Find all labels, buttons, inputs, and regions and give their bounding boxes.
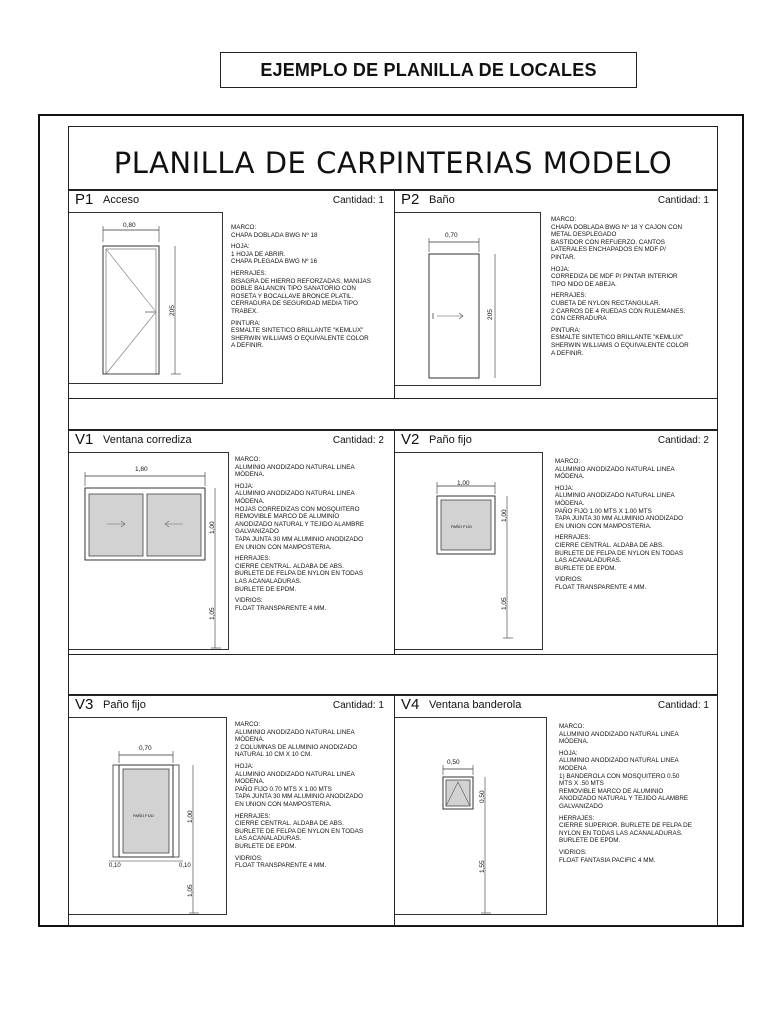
sheet-inner-frame xyxy=(68,126,718,926)
item-code: V3 xyxy=(75,696,94,713)
item-quantity: Cantidad: 2 xyxy=(332,435,384,446)
page-header: EJEMPLO DE PLANILLA DE LOCALES xyxy=(220,52,637,88)
aluminium-column xyxy=(173,765,179,857)
spec-text xyxy=(235,721,363,874)
height-dimension: 205 xyxy=(487,309,494,320)
spec-herrajes: HERRAJES: CIERRE CENTRAL. ALDABA DE ABS. BURLETE DE FELPA DE NYLON EN TODAS LAS ACANALADURAS. BURLETE DE EPDM. xyxy=(235,812,364,850)
spec-hoja: HOJA: ALUMINIO ANODIZADO NATURAL LINEA MÓDENA. PAÑO FIJO 1.00 MTS X 1.00 MTS TAPA JUNTA 30 MM ALUMINIO ANODIZADO EN UNION CON MAMPOSTERIA. xyxy=(555,484,684,530)
item-header xyxy=(69,430,394,452)
item-code: V2 xyxy=(401,431,420,448)
column-left-dimension: 0,10 xyxy=(109,863,121,869)
sill-dimension: 1,05 xyxy=(187,884,194,897)
carpentry-sheet xyxy=(38,114,744,927)
item-name: Paño fijo xyxy=(429,434,472,446)
spec-marco: MARCO: ALUMINIO ANODIZADO NATURAL LINEA MÓDENA. xyxy=(235,456,355,479)
item-name: Acceso xyxy=(103,194,140,206)
door-leaf xyxy=(106,249,156,374)
sheet-title: PLANILLA DE CARPINTERIAS MODELO xyxy=(113,146,673,180)
item-header xyxy=(395,430,719,452)
item-name: Ventana banderola xyxy=(429,699,522,711)
row-divider xyxy=(69,398,717,399)
spec-vidrios: VIDRIOS: FLOAT TRANSPARENTE 4 MM. xyxy=(235,597,327,612)
door-frame xyxy=(103,246,159,374)
sill-dimension: 1,55 xyxy=(479,860,486,873)
spec-text xyxy=(551,216,689,361)
spec-herrajes: HERRAJES: CIERRE SUPERIOR. BURLETE DE FELPA DE NYLON EN TODAS LAS ACANALADURAS. BURLETE DE EPDM. xyxy=(559,814,692,845)
spec-hoja: HOJA: ALUMINIO ANODIZADO NATURAL LINEA MÓDENA. HOJAS CORREDIZAS CON MOSQUITERO REMOVIBLE MARCO DE ALUMINIO ANODIZADO NATURAL Y TEJIDO ALAMBRE GALVANIZADO TAPA JUNTA 30 MM ALUMINIO ANODIZADO EN UNION CON MAMPOSTERIA. xyxy=(235,482,365,551)
spec-vidrios: VIDRIOS: FLOAT TRANSPARENTE 4 MM. xyxy=(235,854,327,870)
item-quantity: Cantidad: 1 xyxy=(657,195,709,206)
spec-text xyxy=(555,458,683,596)
height-dimension: 0,50 xyxy=(479,790,486,803)
height-dimension: 205 xyxy=(169,305,176,316)
item-header xyxy=(69,695,394,717)
item-v2 xyxy=(395,430,719,654)
item-code: V1 xyxy=(75,431,94,448)
width-dimension: 0,50 xyxy=(447,759,460,766)
spec-text xyxy=(235,456,364,616)
item-header xyxy=(69,190,394,212)
window-drawing xyxy=(395,717,547,915)
item-quantity: Cantidad: 1 xyxy=(332,195,384,206)
glass-label: PAÑO FIJO xyxy=(133,813,154,818)
item-code: V4 xyxy=(401,696,420,713)
item-header xyxy=(395,695,719,717)
width-dimension: 1,80 xyxy=(135,466,148,473)
item-name: Paño fijo xyxy=(103,699,146,711)
spec-text xyxy=(231,224,371,354)
item-p1 xyxy=(69,190,394,398)
spec-pintura: PINTURA: ESMALTE SINTETICO BRILLANTE "KEMLUX" SHERWIN WILLIAMS O EQUIVALENTE COLOR A DEFINIR. xyxy=(231,319,369,350)
spec-hoja: HOJA: CORREDIZA DE MDF P/ PINTAR INTERIOR TIPO NIDO DE ABEJA. xyxy=(551,265,678,288)
spec-pintura: PINTURA: ESMALTE SINTETICO BRILLANTE "KEMLUX" SHERWIN WILLIAMS O EQUIVALENTE COLOR A DEFINIR. xyxy=(551,326,689,357)
window-drawing xyxy=(69,452,229,650)
width-dimension: 0,70 xyxy=(445,232,458,239)
spec-marco: MARCO: CHAPA DOBLADA BWG Nº 18 xyxy=(231,224,318,239)
spec-marco: MARCO: ALUMINIO ANODIZADO NATURAL LINEA MÓDENA. 2 COLUMNAS DE ALUMINIO ANODIZADO NATURAL 10 CM X 10 CM. xyxy=(235,721,358,759)
item-name: Baño xyxy=(429,194,455,206)
door-drawing xyxy=(69,212,223,384)
spec-hoja: HOJA: 1 HOJA DE ABRIR. CHAPA PLEGADA BWG Nº 16 xyxy=(231,243,318,266)
item-quantity: Cantidad: 1 xyxy=(657,700,709,711)
spec-herrajes: HERRAJES: BISAGRA DE HIERRO REFORZADAS, MANIJAS DOBLE BALANCIN TIPO SANATORIO CON ROSETA Y BOCALLAVE BRONCE PLATIL. CERRADURA DE SEGURIDAD MEDIA TIPO TRABEX. xyxy=(231,269,371,315)
spec-hoja: HOJA: ALUMINIO ANODIZADO NATURAL LINEA MODENA. PAÑO FIJO 0.70 MTS X 1.00 MTS TAPA JUNTA 30 MM ALUMINIO ANODIZADO EN UNION CON MAMPOSTERIA. xyxy=(235,762,364,808)
width-dimension: 0,70 xyxy=(139,745,152,752)
item-quantity: Cantidad: 2 xyxy=(657,435,709,446)
width-dimension: 1,00 xyxy=(457,480,470,487)
item-v1 xyxy=(69,430,394,654)
item-header xyxy=(395,190,719,212)
spec-herrajes: HERRAJES: CIERRE CENTRAL. ALDABA DE ABS. BURLETE DE FELPA DE NYLON EN TODAS LAS ACANALADURAS. BURLETE DE EPDM. xyxy=(235,555,364,593)
sheet-top-rule xyxy=(69,126,717,127)
spec-herrajes: HERRAJES: CIERRE CENTRAL. ALDABA DE ABS. BURLETE DE FELPA DE NYLON EN TODAS LAS ACANALADURAS. BURLETE DE EPDM. xyxy=(555,534,684,572)
swing-lines xyxy=(106,249,156,374)
glass-label: PAÑO FIJO xyxy=(451,524,472,529)
door-drawing xyxy=(395,212,541,386)
spec-marco: MARCO: ALUMINIO ANODIZADO NATURAL LINEA MÓDENA. xyxy=(559,723,679,746)
sill-dimension: 1,05 xyxy=(501,597,508,610)
item-name: Ventana corrediza xyxy=(103,434,192,446)
width-dimension: 0,80 xyxy=(123,222,136,229)
spec-marco: MARCO: CHAPA DOBLADA BWG Nº 18 Y CAJON CON METAL DESPLEGADO BASTIDOR CON REFUERZO. CANTOS LATERALES ENCHAPADOS EN MDF P/ PINTAR. xyxy=(551,216,683,261)
sliding-sash xyxy=(89,494,143,556)
item-code: P1 xyxy=(75,191,94,208)
spec-vidrios: VIDRIOS: FLOAT FANTASIA PACIFIC 4 MM. xyxy=(559,848,656,864)
item-quantity: Cantidad: 1 xyxy=(332,700,384,711)
spec-text xyxy=(559,723,692,868)
sill-dimension: 1,05 xyxy=(209,607,216,620)
transom-sash xyxy=(446,780,470,806)
sliding-sash xyxy=(147,494,201,556)
spec-hoja: HOJA: ALUMINIO ANODIZADO NATURAL LINEA MODENA 1) BANDEROLA CON MOSQUITERO 0.50 MTS X .50 MTS REMOVIBLE MARCO DE ALUMINIO ANODIZADO NATURAL Y TEJIDO ALAMBRE GALVANIZADO xyxy=(559,749,689,810)
spec-vidrios: VIDRIOS: FLOAT TRANSPARENTE 4 MM. xyxy=(555,576,647,591)
aluminium-column xyxy=(113,765,119,857)
spec-herrajes: HERRAJES: CUBETA DE NYLON RECTANGULAR. 2 CARROS DE 4 RUEDAS CON RULEMANES. CON CERRADURA xyxy=(551,292,686,323)
height-dimension: 1,00 xyxy=(501,509,508,522)
height-dimension: 1,00 xyxy=(187,810,194,823)
row-divider xyxy=(69,654,717,655)
column-right-dimension: 0,10 xyxy=(179,863,191,869)
item-p2 xyxy=(395,190,719,398)
spec-marco: MARCO: ALUMINIO ANODIZADO NATURAL LINEA MÓDENA. xyxy=(555,458,675,481)
fixed-glass xyxy=(123,769,169,853)
item-v3 xyxy=(69,695,394,926)
height-dimension: 1,00 xyxy=(209,521,216,534)
item-v4 xyxy=(395,695,719,926)
item-code: P2 xyxy=(401,191,420,208)
